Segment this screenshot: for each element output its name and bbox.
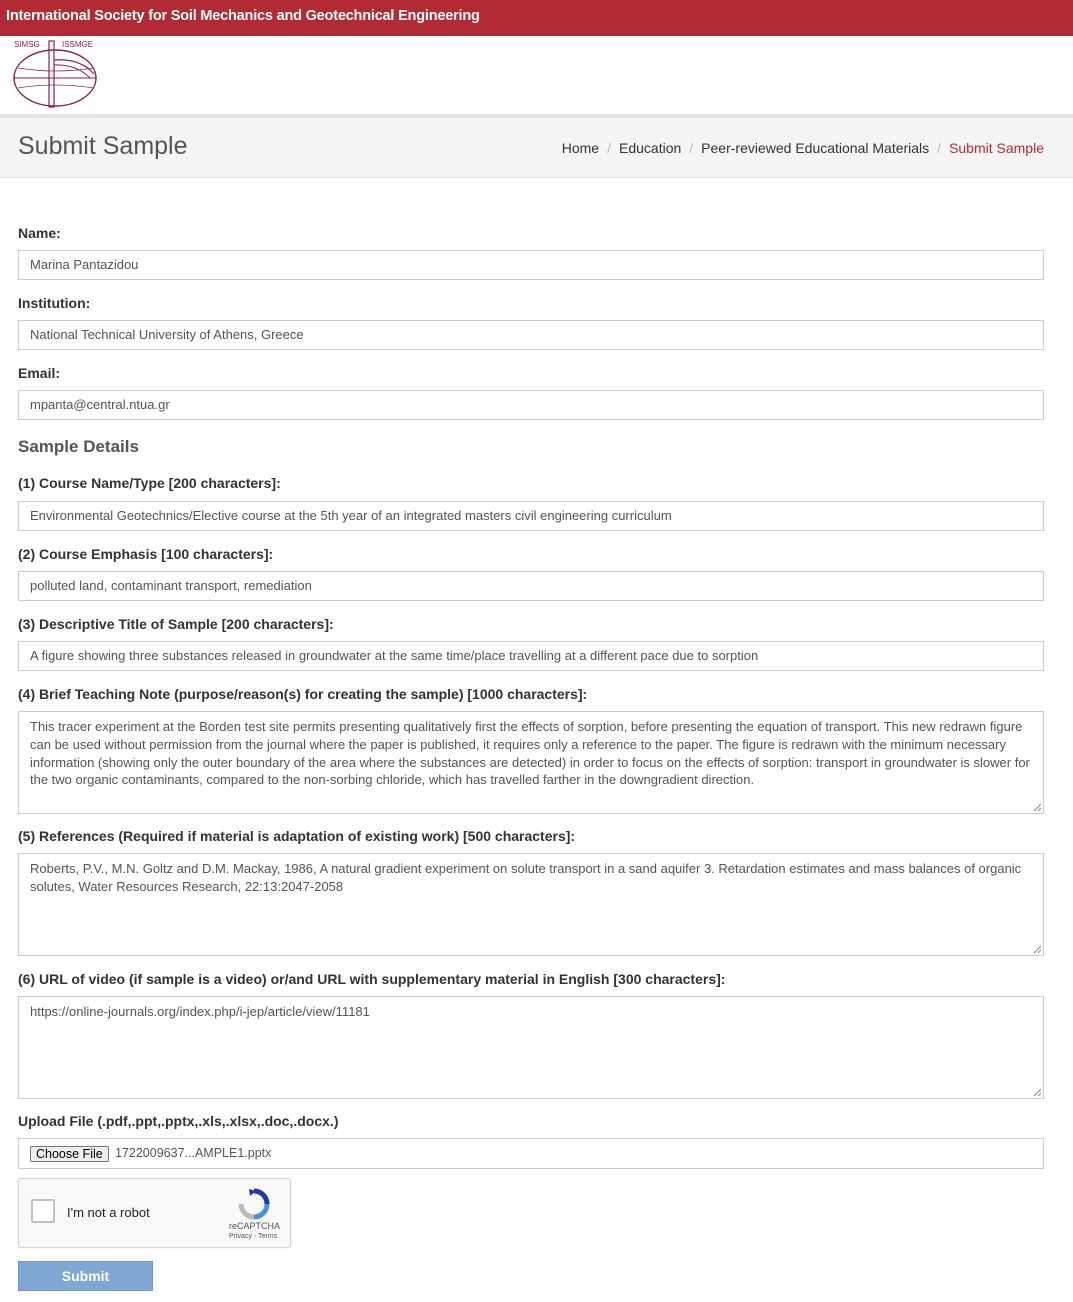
resize-grip-icon[interactable]: [1033, 945, 1042, 954]
breadcrumb-home[interactable]: Home: [561, 140, 600, 156]
recaptcha-terms-link[interactable]: Privacy - Terms: [229, 1233, 278, 1240]
name-input[interactable]: Marina Pantazidou: [18, 250, 1044, 280]
url-textarea[interactable]: [18, 996, 1044, 1099]
breadcrumb-education[interactable]: Education: [619, 140, 682, 156]
resize-grip-icon[interactable]: [1033, 1088, 1042, 1097]
teaching-note-label: (4) Brief Teaching Note (purpose/reason(s) for creating the sample) [1000 characters]:: [18, 686, 588, 702]
recaptcha-checkbox[interactable]: [31, 1199, 55, 1223]
page-header: [0, 114, 1073, 178]
url-text: https://online-journals.org/index.php/i-jep/article/view/11181: [30, 1004, 370, 1019]
course-emphasis-input[interactable]: polluted land, contaminant transport, remediation: [18, 571, 1044, 601]
teaching-note-text: This tracer experiment at the Borden test site permits presenting qualitatively first the effects of sorption, before presenting the equation of transport. This new redrawn figure can be used without permission from the journal where the paper is published, it requires only a reference to the paper. The figure is redrawn with the minimum necessary information (showing only the outer boundary of the area where the substances are detected) in order to focus on the effects of sorption: transport in groundwater is slower for the two organic contaminants, compared to the non-sorbing chloride, which has travelled farther in the downgradient direction.: [30, 719, 1030, 788]
breadcrumb-current: Submit Sample: [949, 140, 1044, 156]
references-text: Roberts, P.V., M.N. Goltz and D.M. Mackay, 1986, A natural gradient experiment on solute transport in a sand aquifer 3. Retardation estimates and mass balances of organic solutes, Water Resources Research, 22:13:2047-2058: [30, 861, 1022, 894]
institution-input[interactable]: National Technical University of Athens, Greece: [18, 320, 1044, 350]
logo-right-text: ISSMGE: [62, 40, 94, 49]
name-label: Name:: [18, 225, 61, 241]
submit-button[interactable]: Submit: [18, 1261, 153, 1291]
recaptcha-logo-icon: [237, 1187, 271, 1221]
upload-label: Upload File (.pdf,.ppt,.pptx,.xls,.xlsx,.doc,.docx.): [18, 1113, 339, 1129]
breadcrumb-separator: /: [607, 140, 611, 156]
resize-grip-icon[interactable]: [1033, 803, 1042, 812]
breadcrumb-peer-reviewed[interactable]: Peer-reviewed Educational Materials: [701, 140, 930, 156]
logo-icon: [10, 38, 102, 110]
url-label: (6) URL of video (if sample is a video) or/and URL with supplementary material in English [300 characters]:: [18, 971, 726, 987]
site-title[interactable]: International Society for Soil Mechanics and Geotechnical Engineering: [6, 8, 480, 24]
course-emphasis-label: (2) Course Emphasis [100 characters]:: [18, 546, 274, 562]
descriptive-title-label: (3) Descriptive Title of Sample [200 characters]:: [18, 616, 334, 632]
breadcrumb-separator: /: [937, 140, 942, 156]
breadcrumb-separator: /: [689, 140, 694, 156]
file-upload-input[interactable]: [18, 1138, 1044, 1169]
choose-file-button[interactable]: Choose File: [30, 1146, 109, 1162]
references-textarea[interactable]: [18, 853, 1044, 956]
references-label: (5) References (Required if material is adaptation of existing work) [500 characters]:: [18, 828, 576, 844]
logo-area: [0, 36, 1073, 114]
email-label: Email:: [18, 365, 61, 381]
page-title: Submit Sample: [18, 132, 188, 160]
sample-details-heading: Sample Details: [18, 437, 139, 456]
issmge-logo[interactable]: [10, 38, 102, 110]
institution-label: Institution:: [18, 295, 91, 311]
breadcrumb: [562, 140, 1044, 156]
recaptcha-label: I'm not a robot: [67, 1205, 150, 1220]
selected-file-name: 1722009637...AMPLE1.pptx: [115, 1146, 272, 1160]
descriptive-title-input[interactable]: A figure showing three substances released in groundwater at the same time/place travelling at a different pace due to sorption: [18, 641, 1044, 671]
top-bar: [0, 0, 1073, 36]
logo-left-text: SIMSG: [14, 40, 40, 49]
teaching-note-textarea[interactable]: [18, 711, 1044, 814]
recaptcha-brand: reCAPTCHA: [229, 1221, 281, 1231]
recaptcha-widget: [18, 1178, 291, 1248]
course-name-label: (1) Course Name/Type [200 characters]:: [18, 475, 281, 491]
email-input[interactable]: mpanta@central.ntua.gr: [18, 390, 1044, 420]
course-name-input[interactable]: Environmental Geotechnics/Elective course at the 5th year of an integrated masters civil engineering curriculum: [18, 501, 1044, 531]
